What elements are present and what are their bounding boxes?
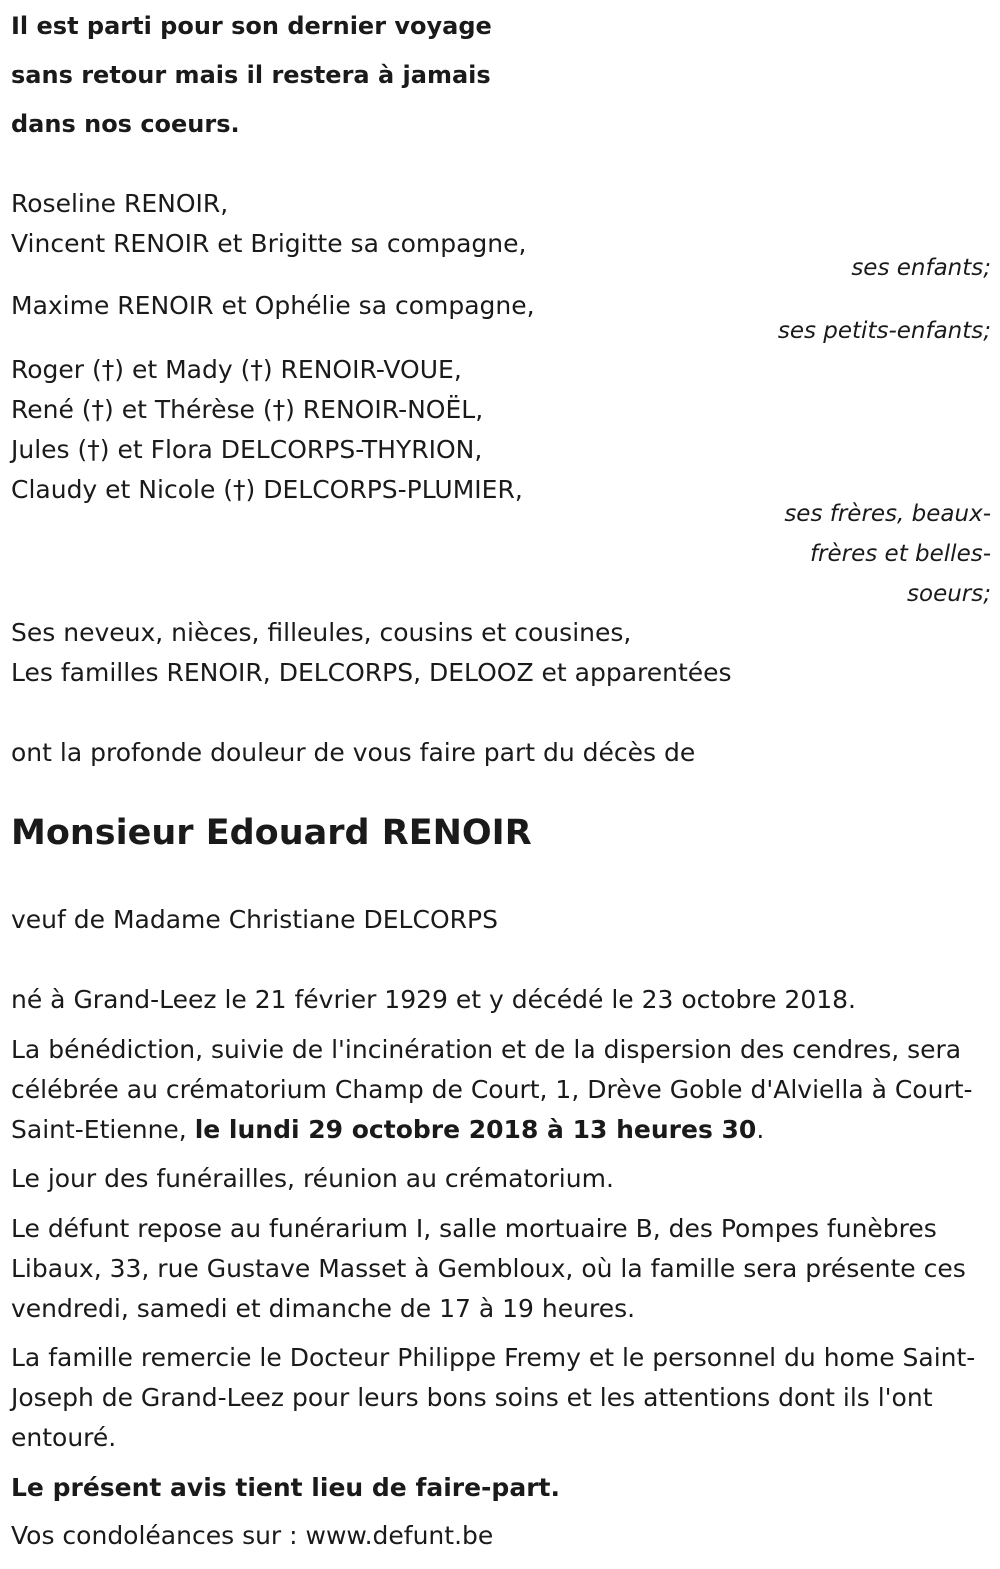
repose-paragraph: Le défunt repose au funérarium I, salle mortuaire B, des Pompes funèbres Libaux, 33, rue Gustave Masset à Gembloux, où la famille sera présente ces vendredi, samedi et dimanche de 17 à 19 heures. [11,1214,966,1323]
intro-line: sans retour mais il restera à jamais [11,61,491,89]
family-member: Claudy et Nicole (†) DELCORPS-PLUMIER, [11,475,523,504]
family-member: Les familles RENOIR, DELCORPS, DELOOZ et apparentées [11,658,732,687]
relation-label: frères et belles- [809,541,991,567]
announcement-text: ont la profonde douleur de vous faire part du décès de [11,738,696,767]
relation-label: ses frères, beaux- [784,501,991,527]
ceremony-text: La bénédiction, suivie de l'incinération et de la dispersion des cendres, sera célébrée au crématorium Champ de Court, 1, Drève Goble d'Alviella à Court-Saint-Etienne, [11,1035,973,1144]
notice-text: Le présent avis tient lieu de faire-part. [11,1473,560,1502]
ceremony-paragraph [11,1030,986,1150]
relation-label: ses petits-enfants; [777,318,991,344]
condolences-text: Vos condoléances sur : www.defunt.be [11,1521,494,1550]
ceremony-text-end: . [756,1115,765,1144]
family-member: Roseline RENOIR, [11,189,229,218]
intro-line: dans nos coeurs. [11,110,240,138]
family-member: Jules (†) et Flora DELCORPS-THYRION, [11,435,483,464]
relation-label: soeurs; [907,581,991,607]
intro-quote [11,2,492,149]
meeting-text: Le jour des funérailles, réunion au crématorium. [11,1164,614,1193]
intro-line: Il est parti pour son dernier voyage [11,12,492,40]
relation-label: ses enfants; [851,255,991,281]
birth-death: né à Grand-Leez le 21 février 1929 et y décédé le 23 octobre 2018. [11,985,856,1014]
family-member: Maxime RENOIR et Ophélie sa compagne, [11,291,535,320]
ceremony-datetime: le lundi 29 octobre 2018 à 13 heures 30 [194,1115,757,1144]
family-member: Roger (†) et Mady (†) RENOIR-VOUE, [11,355,462,384]
deceased-name: Monsieur Edouard RENOIR [11,813,532,853]
family-member: René (†) et Thérèse (†) RENOIR-NOËL, [11,395,484,424]
thanks-paragraph: La famille remercie le Docteur Philippe Fremy et le personnel du home Saint-Joseph de Grand-Leez pour leurs bons soins et les attentions dont ils l'ont entouré. [11,1343,976,1452]
widow-of: veuf de Madame Christiane DELCORPS [11,905,498,934]
family-member: Vincent RENOIR et Brigitte sa compagne, [11,229,527,258]
family-member: Ses neveux, nièces, filleules, cousins et cousines, [11,618,632,647]
